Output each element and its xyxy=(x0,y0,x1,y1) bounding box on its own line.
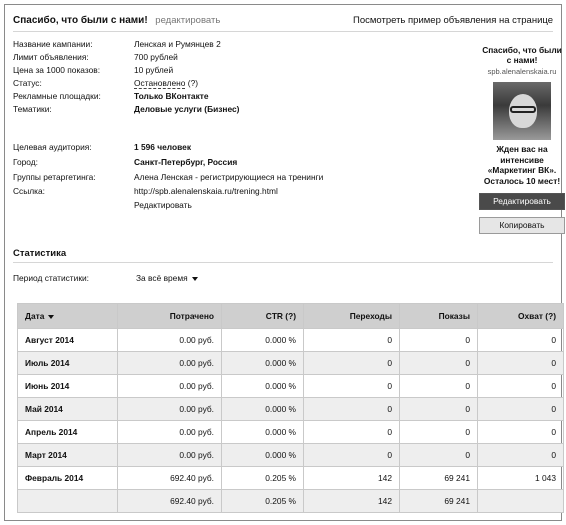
info-label: Название кампании: xyxy=(13,39,93,49)
period-select[interactable] xyxy=(136,273,198,283)
cell-clicks: 142 xyxy=(304,490,400,513)
col-header-impressions[interactable]: Показы xyxy=(400,304,478,329)
col-header-date[interactable]: Дата xyxy=(18,304,118,329)
cell-reach: 0 xyxy=(478,375,564,398)
cell-date: Апрель 2014 xyxy=(18,421,118,444)
stats-table xyxy=(17,303,564,513)
cell-date: Май 2014 xyxy=(18,398,118,421)
cell-clicks: 0 xyxy=(304,352,400,375)
info-label: Ссылка: xyxy=(13,186,45,196)
table-row xyxy=(18,467,564,490)
edit-title-link[interactable]: редактировать xyxy=(155,15,221,26)
cell-reach: 1 043 xyxy=(478,467,564,490)
cell-impressions: 0 xyxy=(400,444,478,467)
cell-clicks: 0 xyxy=(304,421,400,444)
cell-date xyxy=(18,490,118,513)
sort-down-icon xyxy=(48,315,54,319)
status-value xyxy=(134,77,198,89)
cell-date: Август 2014 xyxy=(18,329,118,352)
edit-button[interactable]: Редактировать xyxy=(479,193,565,210)
info-value: Санкт-Петербург, Россия xyxy=(134,157,238,167)
info-value: Алена Ленская - регистрирующиеся на тренинги xyxy=(134,172,324,182)
ad-title: Спасибо, что были с нами! xyxy=(13,15,148,26)
info-label: Рекламные площадки: xyxy=(13,91,101,101)
cell-spent: 692.40 руб. xyxy=(118,467,222,490)
table-row xyxy=(18,444,564,467)
cell-impressions: 0 xyxy=(400,421,478,444)
cell-clicks: 0 xyxy=(304,329,400,352)
cell-clicks: 142 xyxy=(304,467,400,490)
col-header-ctr[interactable]: CTR (?) xyxy=(222,304,304,329)
cell-spent: 0.00 руб. xyxy=(118,329,222,352)
ad-preview-title: Спасибо, что были с нами! xyxy=(482,45,562,65)
chevron-down-icon xyxy=(192,277,198,281)
cell-date: Февраль 2014 xyxy=(18,467,118,490)
cell-ctr: 0.000 % xyxy=(222,375,304,398)
cell-date: Июнь 2014 xyxy=(18,375,118,398)
cell-ctr: 0.000 % xyxy=(222,421,304,444)
cell-spent: 0.00 руб. xyxy=(118,352,222,375)
table-row xyxy=(18,329,564,352)
col-header-clicks[interactable]: Переходы xyxy=(304,304,400,329)
col-header-spent[interactable]: Потрачено xyxy=(118,304,222,329)
cell-ctr: 0.000 % xyxy=(222,398,304,421)
cell-ctr: 0.000 % xyxy=(222,352,304,375)
info-label: Группы ретаргетинга: xyxy=(13,172,96,182)
stats-title: Статистика xyxy=(13,248,67,259)
cell-reach: 0 xyxy=(478,421,564,444)
cell-impressions: 69 241 xyxy=(400,467,478,490)
table-totals-row xyxy=(18,490,564,513)
table-row xyxy=(18,352,564,375)
cell-ctr: 0.000 % xyxy=(222,444,304,467)
divider xyxy=(13,262,553,263)
cell-reach: 0 xyxy=(478,444,564,467)
cell-ctr: 0.205 % xyxy=(222,490,304,513)
cell-reach: 0 xyxy=(478,329,564,352)
divider xyxy=(13,31,553,32)
copy-button[interactable]: Копировать xyxy=(479,217,565,234)
info-label: Цена за 1000 показов: xyxy=(13,65,101,75)
cell-spent: 0.00 руб. xyxy=(118,375,222,398)
cell-reach: 0 xyxy=(478,398,564,421)
table-header-row xyxy=(18,304,564,329)
status-dropdown[interactable]: Остановлено xyxy=(134,78,186,88)
col-header-reach[interactable]: Охват (?) xyxy=(478,304,564,329)
cell-impressions: 69 241 xyxy=(400,490,478,513)
cell-ctr: 0.000 % xyxy=(222,329,304,352)
info-value: Только ВКонтакте xyxy=(134,91,209,101)
preview-ad-link[interactable]: Посмотреть пример объявления на странице xyxy=(353,15,553,26)
cell-spent: 0.00 руб. xyxy=(118,421,222,444)
info-label: Статус: xyxy=(13,78,42,88)
table-row xyxy=(18,375,564,398)
ad-preview-text: Жден вас на интенсиве «Маркетинг ВК». Осталось 10 мест! xyxy=(483,144,561,186)
cell-date: Март 2014 xyxy=(18,444,118,467)
period-value: За всё время xyxy=(136,273,188,283)
cell-clicks: 0 xyxy=(304,375,400,398)
cell-reach: 0 xyxy=(478,352,564,375)
info-label: Тематики: xyxy=(13,104,52,114)
info-label: Целевая аудитория: xyxy=(13,142,92,152)
cell-date: Июль 2014 xyxy=(18,352,118,375)
ad-header xyxy=(13,13,553,29)
edit-targeting-link[interactable]: Редактировать xyxy=(134,200,192,210)
ad-preview-photo xyxy=(493,82,551,140)
cell-clicks: 0 xyxy=(304,444,400,467)
cell-impressions: 0 xyxy=(400,329,478,352)
glasses-shape xyxy=(510,106,536,113)
info-value: 1 596 человек xyxy=(134,142,192,152)
info-label: Лимит объявления: xyxy=(13,52,89,62)
period-label: Период статистики: xyxy=(13,273,89,283)
cell-impressions: 0 xyxy=(400,352,478,375)
status-help-icon[interactable]: (?) xyxy=(187,78,199,88)
cell-clicks: 0 xyxy=(304,398,400,421)
campaign-link[interactable]: Ленская и Румянцев 2 xyxy=(134,39,221,49)
cell-spent: 0.00 руб. xyxy=(118,444,222,467)
info-value: 700 рублей xyxy=(134,52,178,62)
table-row xyxy=(18,398,564,421)
info-value: 10 рублей xyxy=(134,65,174,75)
table-row xyxy=(18,421,564,444)
cell-impressions: 0 xyxy=(400,398,478,421)
ad-link[interactable]: http://spb.alenalenskaia.ru/trening.html xyxy=(134,186,278,196)
ad-preview xyxy=(479,45,565,186)
cell-spent: 0.00 руб. xyxy=(118,398,222,421)
info-label: Город: xyxy=(13,157,38,167)
info-value: Деловые услуги (Бизнес) xyxy=(134,104,240,114)
cell-ctr: 0.205 % xyxy=(222,467,304,490)
stats-period xyxy=(13,273,313,285)
ad-preview-url: spb.alenalenskaia.ru xyxy=(487,67,557,76)
cell-impressions: 0 xyxy=(400,375,478,398)
ad-details-panel xyxy=(4,4,562,521)
cell-spent: 692.40 руб. xyxy=(118,490,222,513)
cell-reach xyxy=(478,490,564,513)
